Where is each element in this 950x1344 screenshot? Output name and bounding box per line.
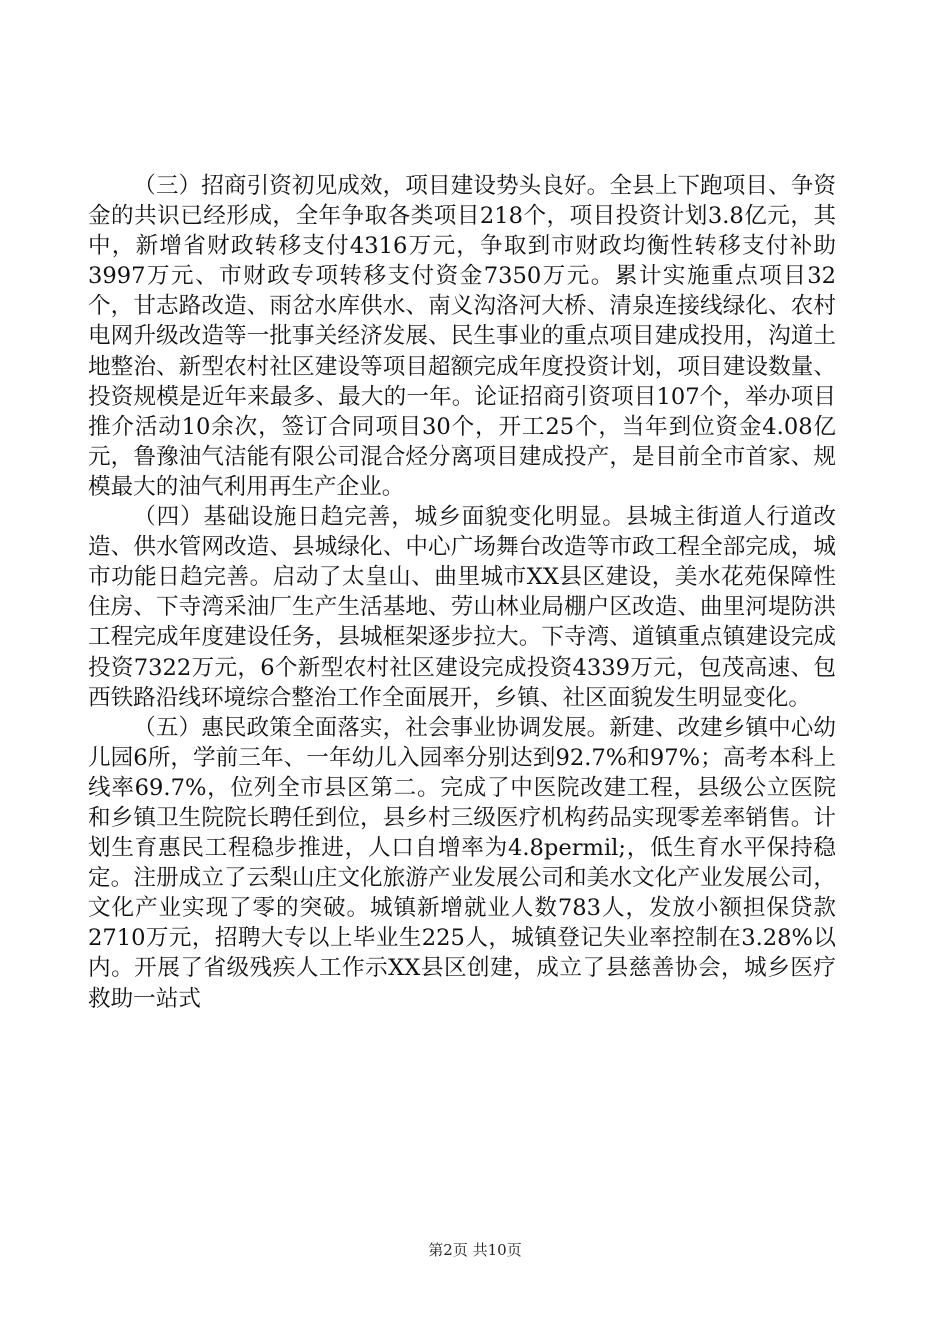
paragraph-infrastructure: （四）基础设施日趋完善，城乡面貌变化明显。县城主街道人行道改造、供水管网改造、县城绿化、中心广场舞台改造等市政工程全部完成，城市功能日趋完善。启动了太皇山、曲里城市XX县区建设，美水花苑保障性住房、下寺湾采油厂生产生活基地、劳山林业局棚户区改造、曲里河堤防洪工程完成年度建设任务，县城框架逐步拉大。下寺湾、道镇重点镇建设完成投资7322万元，6个新型农村社区建设完成投资4339万元，包茂高速、包西铁路沿线环境综合整治工作全面展开，乡镇、社区面貌发生明显变化。: [88, 504, 836, 711]
page-number-footer: 第2页 共10页: [428, 1241, 522, 1259]
paragraph-investment: （三）招商引资初见成效，项目建设势头良好。全县上下跑项目、争资金的共识已经形成，全年争取各类项目218个，项目投资计划3.8亿元，其中，新增省财政转移支付4316万元，争取到市财政均衡性转移支付补助3997万元、市财政专项转移支付资金7350万元。累计实施重点项目32个，甘志路改造、雨岔水库供水、南义沟洛河大桥、清泉连接线绿化、农村电网升级改造等一批事关经济发展、民生事业的重点项目建成投用，沟道土地整治、新型农村社区建设等项目超额完成年度投资计划，项目建设数量、投资规模是近年来最多、最大的一年。论证招商引资项目107个，举办项目推介活动10余次，签订合同项目30个，开工25个，当年到位资金4.08亿元，鲁豫油气洁能有限公司混合烃分离项目建成投产，是目前全市首家、规模最大的油气利用再生产企业。: [88, 173, 836, 500]
document-body: [88, 171, 836, 1014]
paragraph-social-welfare: （五）惠民政策全面落实，社会事业协调发展。新建、改建乡镇中心幼儿园6所，学前三年、一年幼儿入园率分别达到92.7%和97%；高考本科上线率69.7%，位列全市县区第二。完成了中医院改建工程，县级公立医院和乡镇卫生院院长聘任到位，县乡村三级医疗机构药品实现零差率销售。计划生育惠民工程稳步推进，人口自增率为4.8permil;，低生育水平保持稳定。注册成立了云梨山庄文化旅游产业发展公司和美水文化产业发展公司，文化产业实现了零的突破。城镇新增就业人数783人，发放小额担保贷款2710万元，招聘大专以上毕业生225人，城镇登记失业率控制在3.28%以内。开展了省级残疾人工作示XX县区创建，成立了县慈善协会，城乡医疗救助一站式: [88, 714, 836, 1012]
